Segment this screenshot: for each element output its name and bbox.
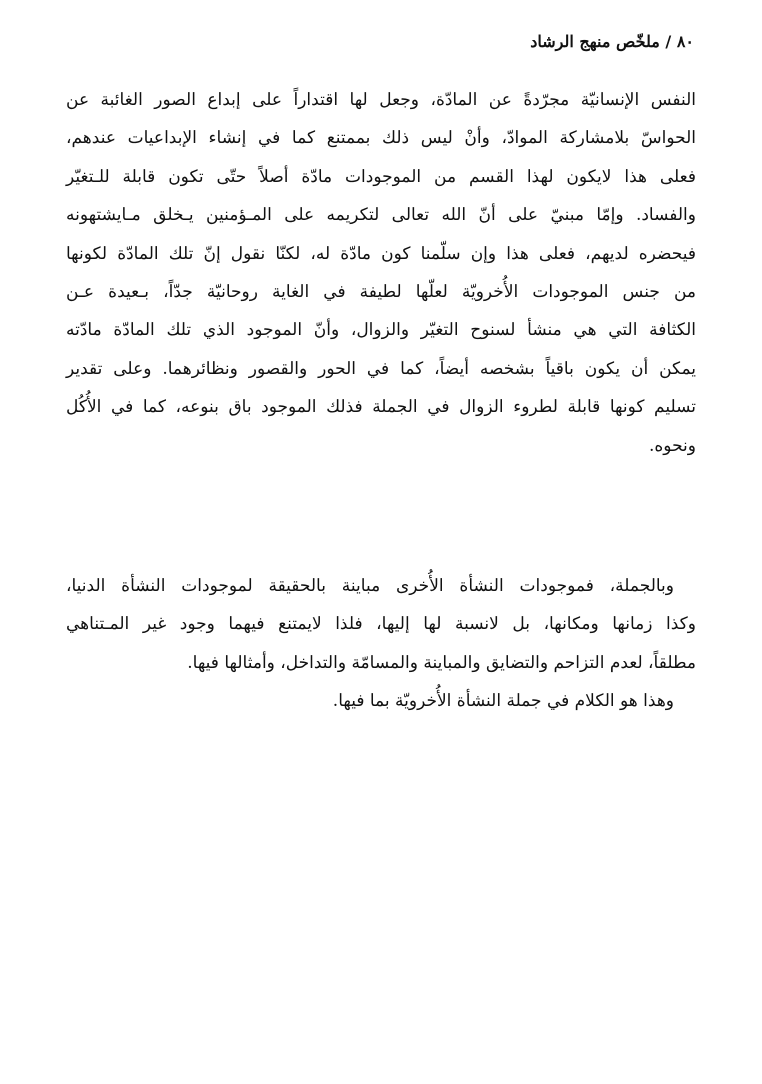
page-number: ٨٠ bbox=[676, 32, 694, 51]
paragraph-1 bbox=[66, 81, 696, 465]
book-title: ملخّص منهج الرشاد bbox=[530, 32, 660, 51]
text-line: ونحوه. bbox=[648, 435, 696, 456]
text-line: النفس الإنسانيّة مجرّدةً عن المادّة، وجعل لها اقتداراً على إبداع الصور الغائبة عن bbox=[66, 90, 696, 110]
text-line: فعلى هذا لايكون لهذا القسم من الموجودات مادّة أصلاً حتّى تكون قابلة للـتغيّر bbox=[66, 166, 696, 187]
text-line: فيحضره لديهم، فعلى هذا وإن سلّمنا كون مادّة له، لكنّا نقول إنّ تلك المادّة لكونها bbox=[66, 243, 696, 264]
running-header bbox=[530, 32, 694, 51]
text-line: وكذا زمانها ومكانها، بل لانسبة لها إليها، فلذا لايمتنع فيهما وجود غير المـتناهي bbox=[66, 614, 696, 635]
text-line: يمكن أن يكون باقياً بشخصه أيضاً، كما في الحور والقصور ونظائرهما. وعلى تقدير bbox=[66, 358, 696, 379]
text-line: الحواسّ بلامشاركة الموادّ، وأنْ ليس ذلك بممتنع كما في إنشاء الإبداعيات عندهم، bbox=[66, 128, 696, 149]
text-line: مطلقاً، لعدم التزاحم والتضايق والمباينة والمسامّة والتداخل، وأمثالها فيها. bbox=[187, 652, 696, 673]
header-separator: / bbox=[665, 32, 672, 51]
text-line: وهذا هو الكلام في جملة النشأة الأُخرويّة بما فيها. bbox=[332, 691, 674, 712]
paragraph-2 bbox=[66, 567, 696, 721]
text-line: والفساد. وإمّا مبنيّ على أنّ الله تعالى لتكريمه على المـؤمنين يـخلق مـايشتهونه bbox=[66, 205, 696, 226]
text-line: تسليم كونها قابلة لطروء الزوال في الجملة فذلك الموجود باق بنوعه، كما في الأُكُل bbox=[66, 397, 696, 418]
text-line: من جنس الموجودات الأُخرويّة لعلّها لطيفة في الغاية روحانيّة جدّاً، بـعيدة عـن bbox=[66, 281, 696, 302]
text-line: الكثافة التي هي منشأ لسنوح التغيّر والزوال، وأنّ الموجود الذي تلك المادّة مادّته bbox=[66, 320, 696, 341]
text-line: وبالجملة، فموجودات النشأة الأُخرى مباينة بالحقيقة لموجودات النشأة الدنيا، bbox=[66, 576, 674, 596]
